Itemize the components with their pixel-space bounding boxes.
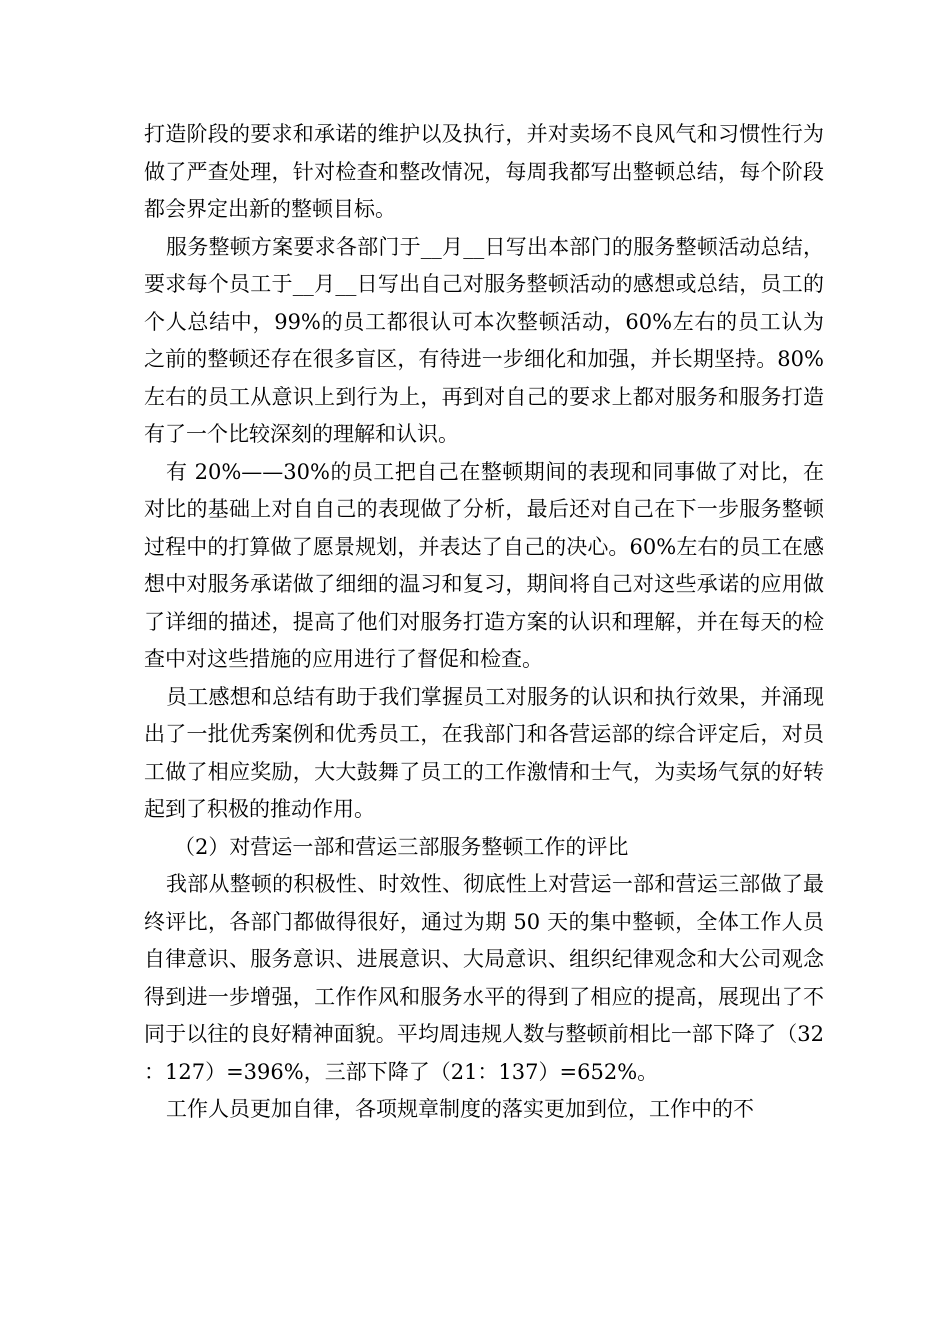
document-body	[144, 116, 824, 1129]
paragraph-employee-feedback: 员工感想和总结有助于我们掌握员工对服务的认识和执行效果，并涌现出了一批优秀案例和优秀员工，在我部门和各营运部的综合评定后，对员工做了相应奖励，大大鼓舞了员工的工作激情和士气，为卖场气氛的好转起到了积极的推动作用。	[144, 684, 824, 821]
paragraph-summary-requirements: 服务整顿方案要求各部门于__月__日写出本部门的服务整顿活动总结，要求每个员工于__月__日写出自己对服务整顿活动的感想或总结，员工的个人总结中，99%的员工都很认可本次整顿活动，60%左右的员工认为之前的整顿还存在很多盲区，有待进一步细化和加强，并长期坚持。80%左右的员工从意识上到行为上，再到对自己的要求上都对服务和服务打造有了一个比较深刻的理解和认识。	[144, 234, 824, 446]
section-heading: （2）对营运一部和营运三部服务整顿工作的评比	[174, 834, 629, 859]
paragraph-continuation: 打造阶段的要求和承诺的维护以及执行，并对卖场不良风气和习惯性行为做了严查处理，针对检查和整改情况，每周我都写出整顿总结，每个阶段都会界定出新的整顿目标。	[144, 122, 824, 221]
paragraph-department-evaluation: 我部从整顿的积极性、时效性、彻底性上对营运一部和营运三部做了最终评比，各部门都做得很好，通过为期 50 天的集中整顿，全体工作人员自律意识、服务意识、进展意识、大局意识、组织纪律观念和大公司观念得到进一步增强，工作作风和服务水平的得到了相应的提高，展现出了不同于以往的良好精神面貌。平均周违规人数与整顿前相比一部下降了（32：127）=396%，三部下降了（21：137）=652%。	[144, 872, 824, 1084]
paragraph-employee-comparison: 有 20%——30%的员工把自己在整顿期间的表现和同事做了对比，在对比的基础上对自自己的表现做了分析，最后还对自己在下一步服务整顿过程中的打算做了愿景规划，并表达了自己的决心。60%左右的员工在感想中对服务承诺做了细细的温习和复习，期间将自己对这些承诺的应用做了详细的描述，提高了他们对服务打造方案的认识和理解，并在每天的检查中对这些措施的应用进行了督促和检查。	[144, 459, 824, 671]
paragraph-discipline: 工作人员更加自律，各项规章制度的落实更加到位，工作中的不	[166, 1097, 754, 1121]
